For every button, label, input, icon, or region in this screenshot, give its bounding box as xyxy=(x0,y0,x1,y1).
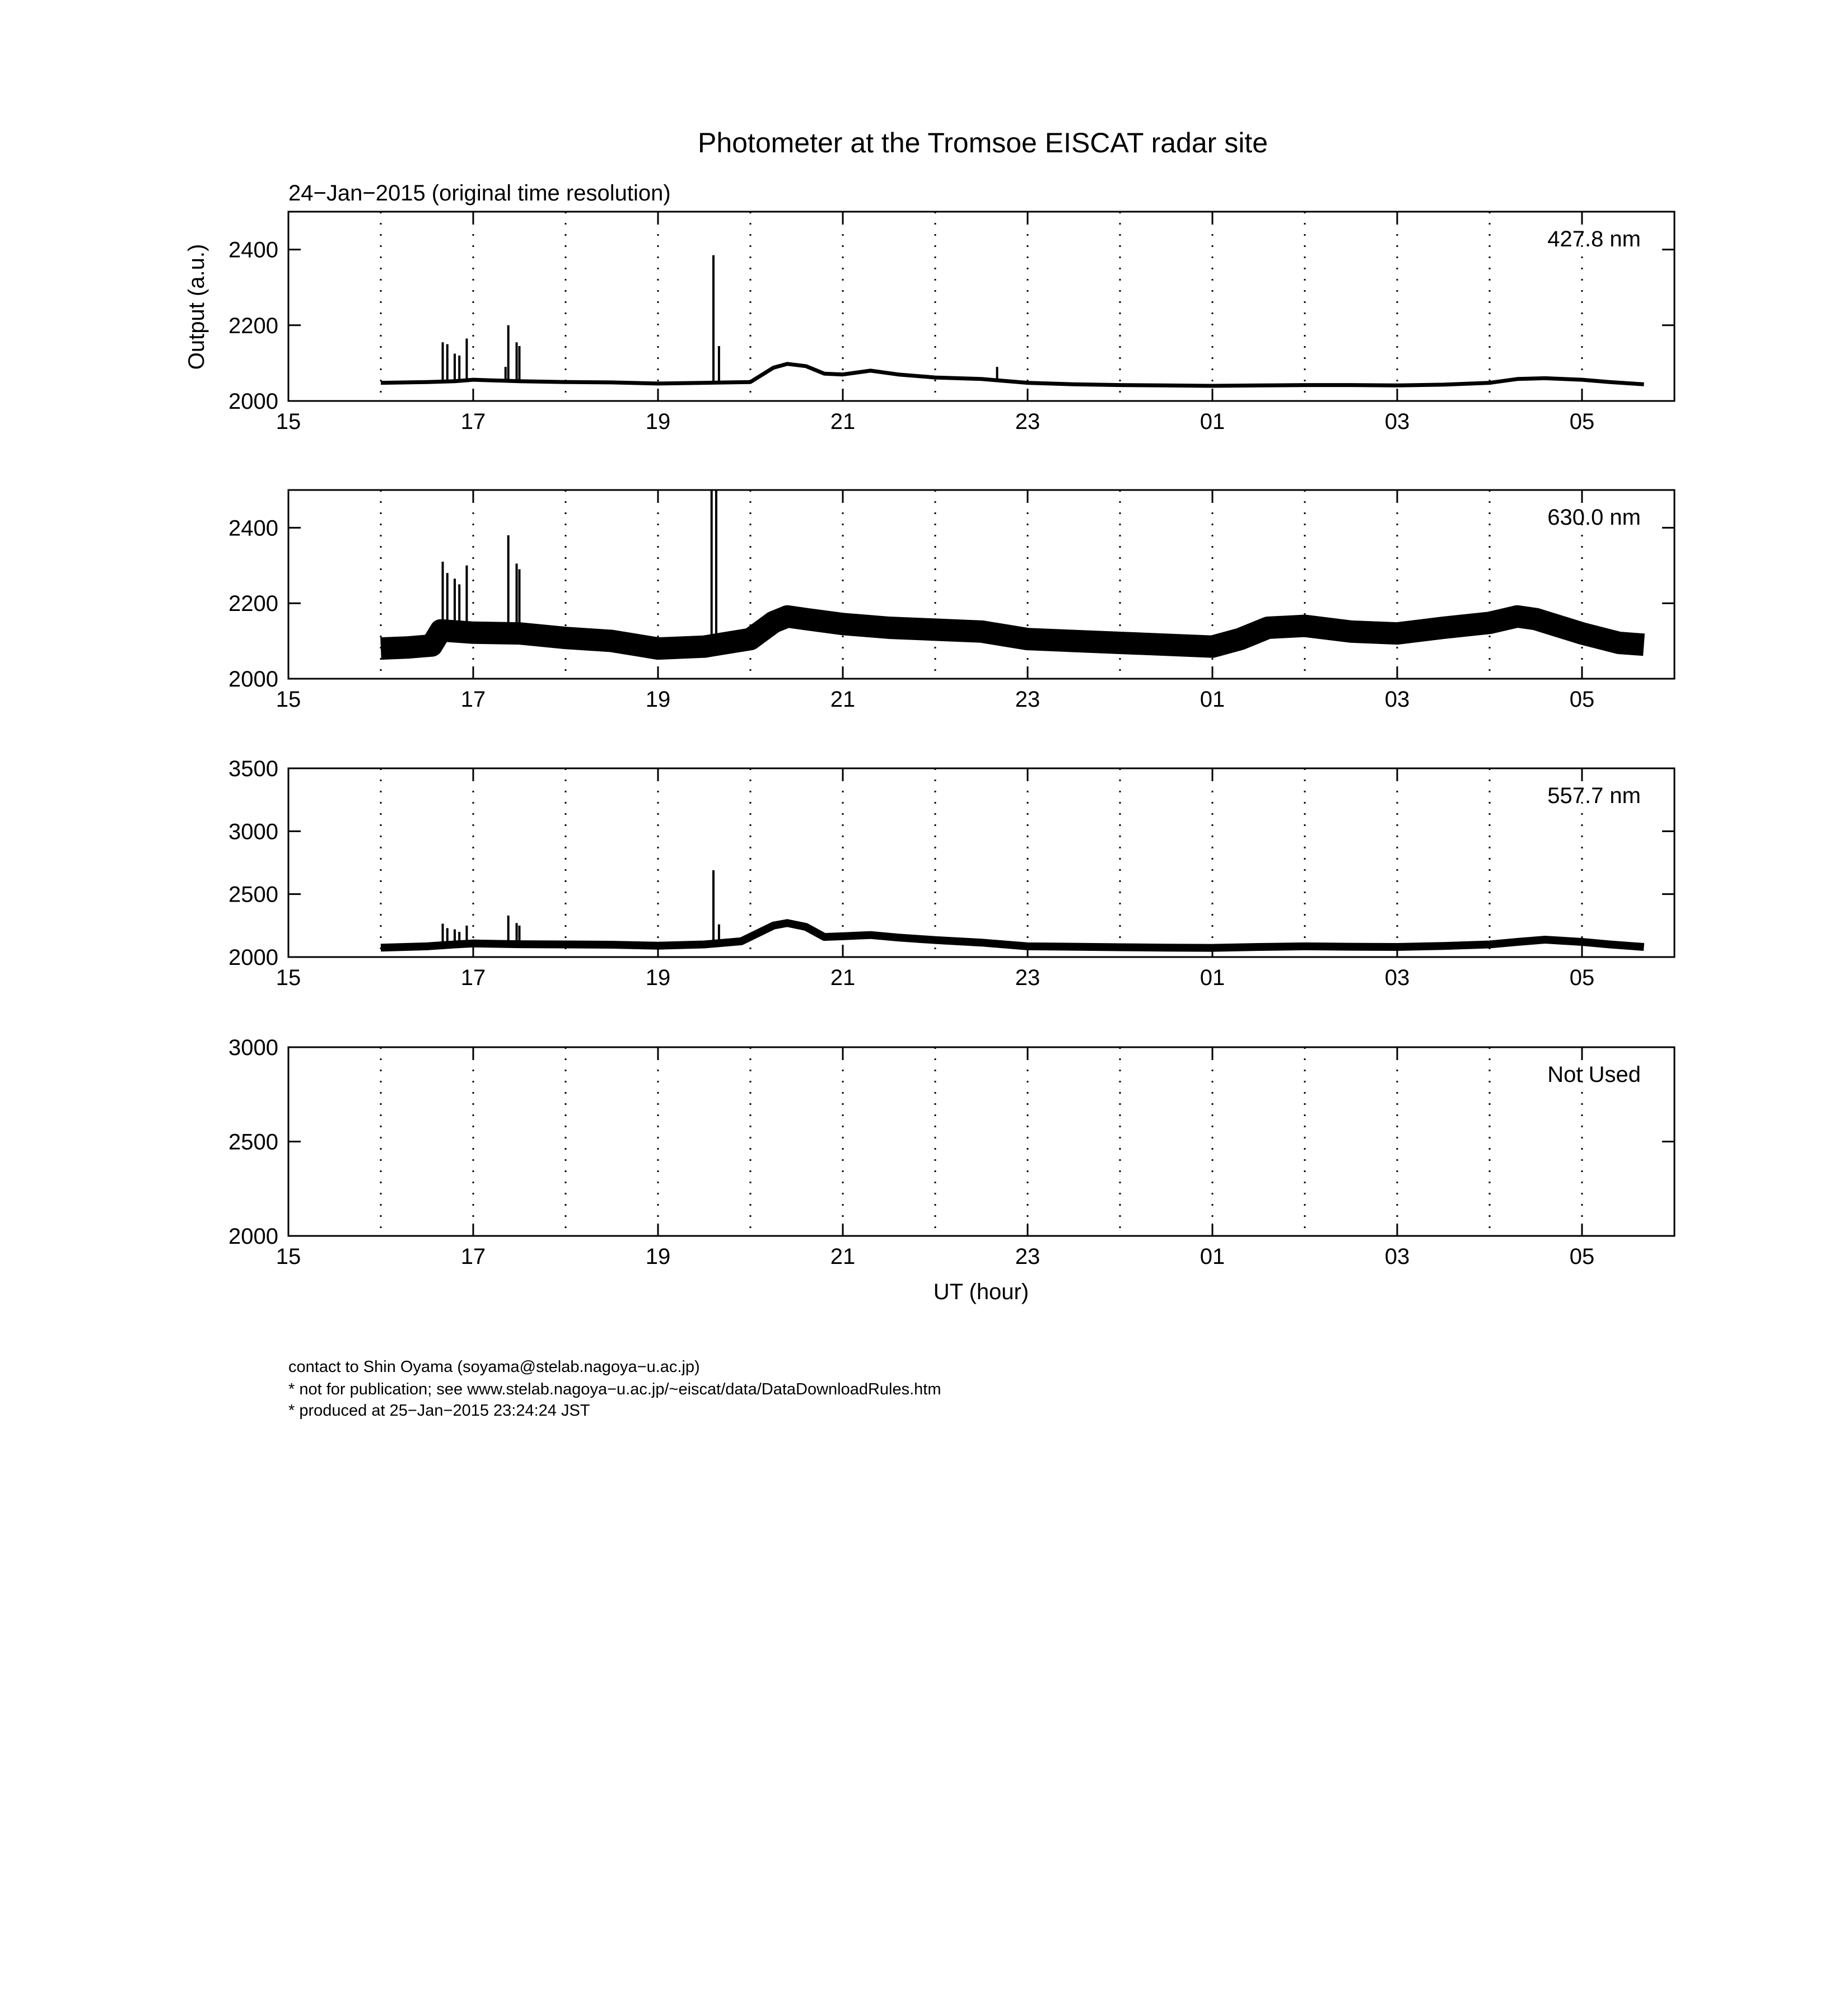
x-tick-label: 17 xyxy=(460,1244,486,1269)
y-tick-label: 2200 xyxy=(228,313,278,338)
x-tick-label: 03 xyxy=(1384,1244,1410,1269)
x-tick-label: 19 xyxy=(645,1244,671,1269)
x-tick-label: 19 xyxy=(645,687,671,712)
y-tick-label: 2400 xyxy=(228,237,278,263)
x-tick-label: 23 xyxy=(1015,687,1040,712)
x-tick-label: 15 xyxy=(276,687,301,712)
channel-label: 630.0 nm xyxy=(1547,505,1641,530)
footer-publication-note: * not for publication; see www.stelab.nagoya−u.ac.jp/~eiscat/data/DataDownloadRules.htm xyxy=(288,1380,941,1398)
y-tick-label: 3500 xyxy=(228,757,278,781)
x-axis-label: UT (hour) xyxy=(933,1280,1029,1304)
x-tick-label: 23 xyxy=(1015,1244,1040,1269)
x-tick-label: 19 xyxy=(645,965,671,990)
x-tick-label: 05 xyxy=(1569,409,1595,434)
x-tick-label: 17 xyxy=(460,687,486,712)
y-tick-label: 2000 xyxy=(228,667,278,692)
x-tick-label: 01 xyxy=(1200,409,1225,434)
x-tick-label: 15 xyxy=(276,409,301,434)
x-tick-label: 01 xyxy=(1200,1244,1225,1269)
y-tick-label: 2400 xyxy=(228,516,278,541)
x-tick-label: 05 xyxy=(1569,687,1595,712)
y-tick-label: 2000 xyxy=(228,945,278,970)
x-tick-label: 03 xyxy=(1384,965,1410,990)
y-tick-label: 3000 xyxy=(228,819,278,844)
footer-contact: contact to Shin Oyama (soyama@stelab.nagoya−u.ac.jp) xyxy=(288,1358,700,1376)
x-tick-label: 03 xyxy=(1384,409,1410,434)
channel-label: 427.8 nm xyxy=(1547,227,1641,251)
y-tick-label: 2500 xyxy=(228,882,278,907)
channel-label: Not Used xyxy=(1547,1062,1641,1087)
x-tick-label: 23 xyxy=(1015,409,1040,434)
figure-title: Photometer at the Tromsoe EISCAT radar site xyxy=(697,127,1268,158)
y-tick-label: 2000 xyxy=(228,1224,278,1249)
x-tick-label: 21 xyxy=(830,965,856,990)
x-tick-label: 23 xyxy=(1015,965,1040,990)
footer-produced-at: * produced at 25−Jan−2015 23:24:24 JST xyxy=(288,1402,590,1420)
y-tick-label: 2000 xyxy=(228,389,278,414)
figure-subtitle: 24−Jan−2015 (original time resolution) xyxy=(288,181,671,206)
channel-label: 557.7 nm xyxy=(1547,783,1641,808)
x-tick-label: 15 xyxy=(276,1244,301,1269)
x-tick-label: 21 xyxy=(830,687,856,712)
x-tick-label: 01 xyxy=(1200,687,1225,712)
x-tick-label: 21 xyxy=(830,1244,856,1269)
x-tick-label: 15 xyxy=(276,965,301,990)
y-tick-label: 2200 xyxy=(228,591,278,617)
x-tick-label: 05 xyxy=(1569,965,1595,990)
x-tick-label: 19 xyxy=(645,409,671,434)
y-tick-label: 3000 xyxy=(228,1035,278,1060)
y-tick-label: 2500 xyxy=(228,1130,278,1155)
x-tick-label: 17 xyxy=(460,409,486,434)
y-axis-label: Output (a.u.) xyxy=(184,244,209,370)
x-tick-label: 01 xyxy=(1200,965,1225,990)
x-tick-label: 17 xyxy=(460,965,486,990)
x-tick-label: 21 xyxy=(830,409,856,434)
x-tick-label: 03 xyxy=(1384,687,1410,712)
x-tick-label: 05 xyxy=(1569,1244,1595,1269)
